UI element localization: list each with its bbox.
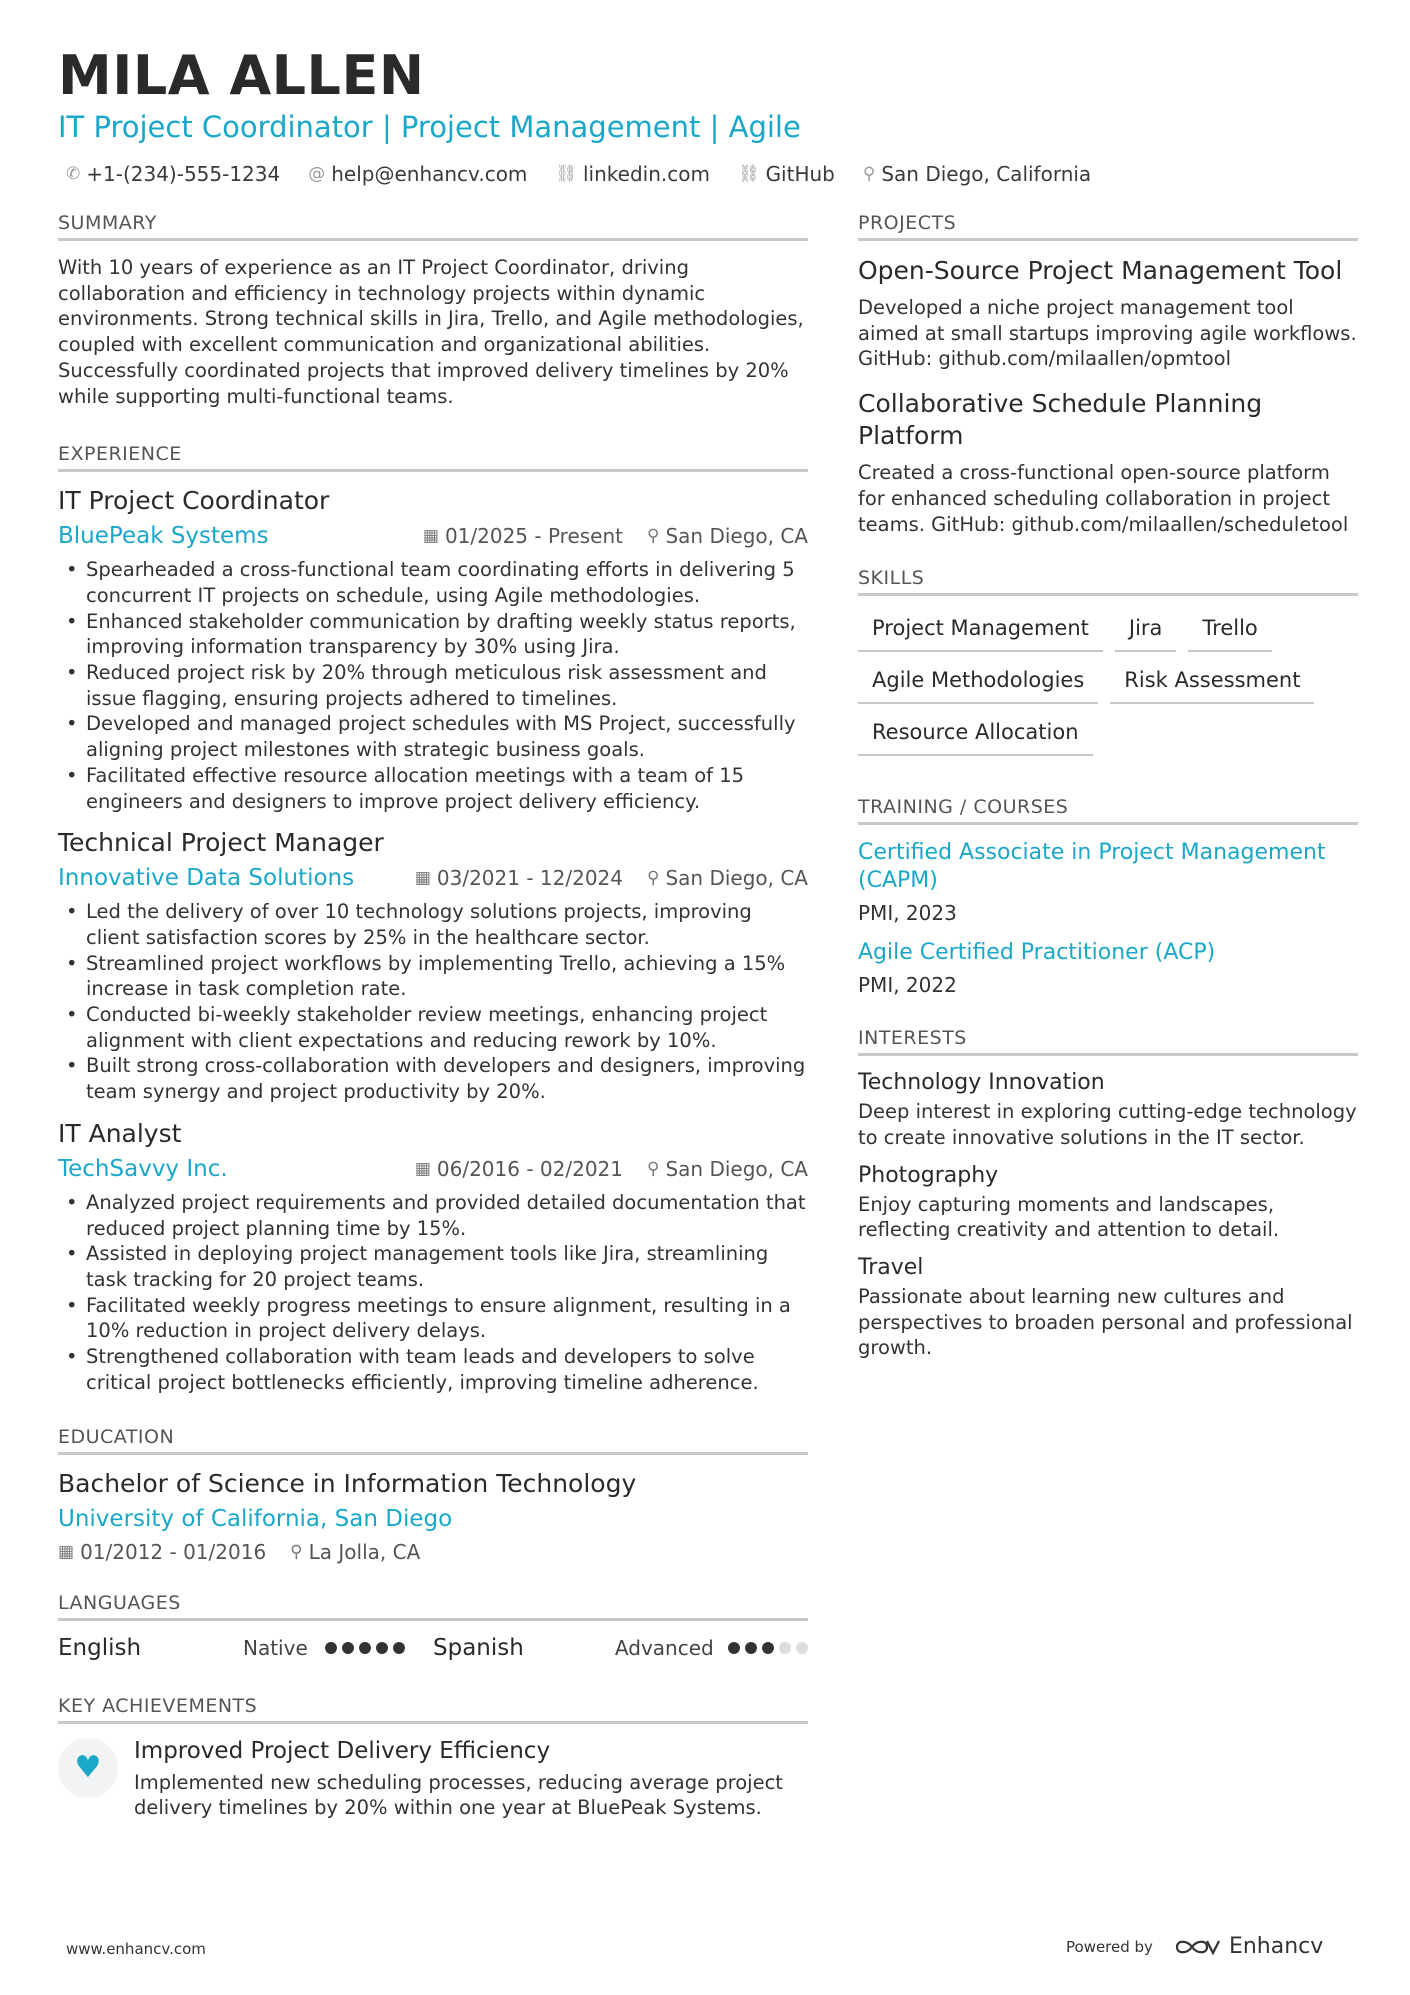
footer-website[interactable]: www.enhancv.com <box>66 1940 206 1958</box>
contact-github[interactable] <box>738 162 835 186</box>
skill-tag: Trello <box>1188 610 1271 652</box>
job-dates: 01/2025 - Present <box>444 524 623 549</box>
bullet-item: • Reduced project risk by 20% through meticulous risk assessment and issue flagging, ensuring projects adhered to timelines. <box>58 660 808 711</box>
heart-icon: ♥ <box>58 1738 118 1798</box>
bullet-item: • Strengthened collaboration with team leads and developers to solve critical project bottlenecks efficiently, improving timeline adherence. <box>58 1344 808 1395</box>
project-title: Collaborative Schedule Planning Platform <box>858 389 1263 451</box>
bullet-item: • Conducted bi-weekly stakeholder review meetings, enhancing project alignment with client expectations and reducing rework by 10%. <box>58 1002 808 1053</box>
section-title-summary: SUMMARY <box>58 212 808 241</box>
section-title-languages: LANGUAGES <box>58 1592 808 1621</box>
job-title: Technical Project Manager <box>58 828 384 858</box>
language-item <box>58 1635 433 1661</box>
interest-desc: Enjoy capturing moments and landscapes, reflecting creativity and attention to detail. <box>858 1192 1280 1242</box>
contact-linkedin[interactable] <box>555 162 710 186</box>
course-item <box>858 939 1358 997</box>
course-name: Certified Associate in Project Management (CAPM) <box>858 840 1326 894</box>
contact-email[interactable] <box>308 162 527 186</box>
link-icon: ⛓ <box>555 164 577 184</box>
bullet-item: • Streamlined project workflows by implementing Trello, achieving a 15% increase in task completion rate. <box>58 951 808 1002</box>
job-entry <box>58 828 808 1105</box>
school-name: University of California, San Diego <box>58 1505 453 1532</box>
course-org: PMI, 2022 <box>858 973 957 998</box>
skills-list <box>858 610 1358 756</box>
location-pin-icon: ⚲ <box>862 164 876 184</box>
job-dates: 03/2021 - 12/2024 <box>436 866 623 891</box>
contact-phone[interactable] <box>66 162 280 186</box>
section-title-interests: INTERESTS <box>858 1027 1358 1056</box>
course-org: PMI, 2023 <box>858 901 957 926</box>
contact-text: linkedin.com <box>583 162 710 186</box>
interest-desc: Passionate about learning new cultures and perspectives to broaden personal and professional growth. <box>858 1285 1353 1360</box>
skill-tag: Risk Assessment <box>1110 662 1314 704</box>
brand-name: Enhancv <box>1228 1934 1324 1959</box>
project-item <box>858 255 1358 372</box>
job-location: San Diego, CA <box>665 524 808 549</box>
calendar-icon: ▦ <box>58 1541 75 1562</box>
headline: IT Project Coordinator | Project Management | Agile <box>58 110 801 144</box>
phone-icon: ✆ <box>66 164 81 184</box>
skill-tag: Project Management <box>858 610 1103 652</box>
company-name: Innovative Data Solutions <box>58 865 355 892</box>
interest-item <box>858 1163 1358 1243</box>
interest-title: Travel <box>858 1255 924 1281</box>
at-icon: @ <box>308 164 326 184</box>
section-title-education: EDUCATION <box>58 1426 808 1455</box>
rating-dot-filled <box>359 1642 371 1654</box>
education-entry <box>58 1469 808 1564</box>
achievement-item <box>58 1738 808 1821</box>
language-rating <box>325 1642 405 1654</box>
project-item <box>858 388 1358 537</box>
section-title-projects: PROJECTS <box>858 212 1358 241</box>
achievement-desc: Implemented new scheduling processes, reducing average project delivery timelines by 20% within one year at BluePeak Systems. <box>134 1770 783 1820</box>
bullet-item: • Analyzed project requirements and provided detailed documentation that reduced project planning time by 15%. <box>58 1190 808 1241</box>
interest-title: Photography <box>858 1162 999 1188</box>
bullet-item: • Built strong cross-collaboration with developers and designers, improving team synergy and project productivity by 20%. <box>58 1053 808 1104</box>
job-location: San Diego, CA <box>665 1156 808 1181</box>
project-desc: Developed a niche project management tool aimed at small startups improving agile workflows. GitHub: github.com/milaallen/opmtool <box>858 296 1357 371</box>
company-name: BluePeak Systems <box>58 523 269 550</box>
calendar-icon: ▦ <box>414 868 431 889</box>
job-bullets <box>58 557 808 814</box>
rating-dot-filled <box>762 1642 774 1654</box>
skill-tag: Jira <box>1115 610 1177 652</box>
course-name: Agile Certified Practitioner (ACP) <box>858 940 1216 966</box>
language-name: English <box>58 1634 142 1661</box>
education-dates: 01/2012 - 01/2016 <box>80 1539 267 1564</box>
interest-item <box>858 1070 1358 1150</box>
location-pin-icon: ⚲ <box>647 868 660 889</box>
rating-dot-filled <box>342 1642 354 1654</box>
interest-title: Technology Innovation <box>858 1070 1105 1096</box>
language-item <box>433 1635 808 1661</box>
bullet-item: • Spearheaded a cross-functional team coordinating efforts in delivering 5 concurrent IT projects on schedule, using Agile methodologies. <box>58 557 808 608</box>
rating-dot-filled <box>745 1642 757 1654</box>
bullet-item: • Facilitated weekly progress meetings to ensure alignment, resulting in a 10% reduction in project delivery delays. <box>58 1293 808 1344</box>
job-bullets <box>58 1190 808 1396</box>
degree: Bachelor of Science in Information Technology <box>58 1468 637 1498</box>
job-title: IT Analyst <box>58 1118 182 1148</box>
calendar-icon: ▦ <box>414 1158 431 1179</box>
powered-by-label: Powered by <box>1066 1937 1153 1956</box>
rating-dot-filled <box>728 1642 740 1654</box>
language-name: Spanish <box>433 1634 524 1661</box>
achievement-title: Improved Project Delivery Efficiency <box>134 1737 551 1764</box>
education-location: La Jolla, CA <box>308 1539 421 1564</box>
job-entry <box>58 486 808 814</box>
bullet-item: • Assisted in deploying project management tools like Jira, streamlining task tracking for 20 project teams. <box>58 1241 808 1292</box>
contact-text: San Diego, California <box>881 162 1092 186</box>
contact-bar <box>66 162 1091 186</box>
job-dates: 06/2016 - 02/2021 <box>436 1156 623 1181</box>
contact-text: +1-(234)-555-1234 <box>86 162 281 186</box>
bullet-item: • Developed and managed project schedules with MS Project, successfully aligning project milestones with strategic business goals. <box>58 711 808 762</box>
rating-dot-empty <box>779 1642 791 1654</box>
section-title-training: TRAINING / COURSES <box>858 796 1358 825</box>
link-icon: ⛓ <box>737 164 760 184</box>
section-title-achievements: KEY ACHIEVEMENTS <box>58 1695 808 1724</box>
language-level: Advanced <box>614 1635 714 1660</box>
project-title: Open-Source Project Management Tool <box>858 256 1343 285</box>
calendar-icon: ▦ <box>422 526 439 547</box>
bullet-item: • Enhanced stakeholder communication by drafting weekly status reports, improving information transparency by 30% using Jira. <box>58 609 808 660</box>
contact-location <box>863 162 1091 186</box>
footer-branding[interactable] <box>1066 1934 1323 1959</box>
section-title-experience: EXPERIENCE <box>58 443 808 472</box>
project-desc: Created a cross-functional open-source platform for enhanced scheduling collaboration in project teams. GitHub: github.com/milaallen/scheduletool <box>858 461 1349 536</box>
skill-tag: Resource Allocation <box>858 714 1093 756</box>
bullet-item: • Led the delivery of over 10 technology solutions projects, improving client satisfaction scores by 25% in the healthcare sector. <box>58 899 808 950</box>
right-column <box>858 212 1358 1373</box>
rating-dot-empty <box>796 1642 808 1654</box>
location-pin-icon: ⚲ <box>647 526 660 547</box>
skill-tag: Agile Methodologies <box>858 662 1098 704</box>
language-level: Native <box>243 1635 308 1660</box>
location-pin-icon: ⚲ <box>647 1158 660 1179</box>
left-column <box>58 212 808 1821</box>
languages-list <box>58 1635 808 1661</box>
enhancv-logo-icon <box>1175 1936 1221 1958</box>
interest-desc: Deep interest in exploring cutting-edge technology to create innovative solutions in the IT sector. <box>858 1100 1357 1149</box>
rating-dot-filled <box>376 1642 388 1654</box>
course-item <box>858 839 1358 925</box>
summary-text: With 10 years of experience as an IT Project Coordinator, driving collaboration and efficiency in technology projects within dynamic environments. Strong technical skills in Jira, Trello, and Agile methodologies, coupled with excellent communication and organizational abilities. Successfully coordinated projects that improved delivery timelines by 20% while supporting multi-functional teams. <box>58 256 804 408</box>
job-entry <box>58 1119 808 1396</box>
job-location: San Diego, CA <box>665 866 808 891</box>
interest-item <box>858 1255 1358 1361</box>
section-title-skills: SKILLS <box>858 567 1358 596</box>
rating-dot-filled <box>393 1642 405 1654</box>
language-rating <box>728 1642 808 1654</box>
job-title: IT Project Coordinator <box>58 486 330 516</box>
job-bullets <box>58 899 808 1105</box>
contact-text: help@enhancv.com <box>331 162 528 186</box>
company-name: TechSavvy Inc. <box>58 1155 228 1182</box>
candidate-name: MILA ALLEN <box>58 44 425 107</box>
rating-dot-filled <box>325 1642 337 1654</box>
location-pin-icon: ⚲ <box>290 1541 303 1562</box>
bullet-item: • Facilitated effective resource allocation meetings with a team of 15 engineers and designers to improve project delivery efficiency. <box>58 763 808 814</box>
contact-text: GitHub <box>765 162 835 186</box>
